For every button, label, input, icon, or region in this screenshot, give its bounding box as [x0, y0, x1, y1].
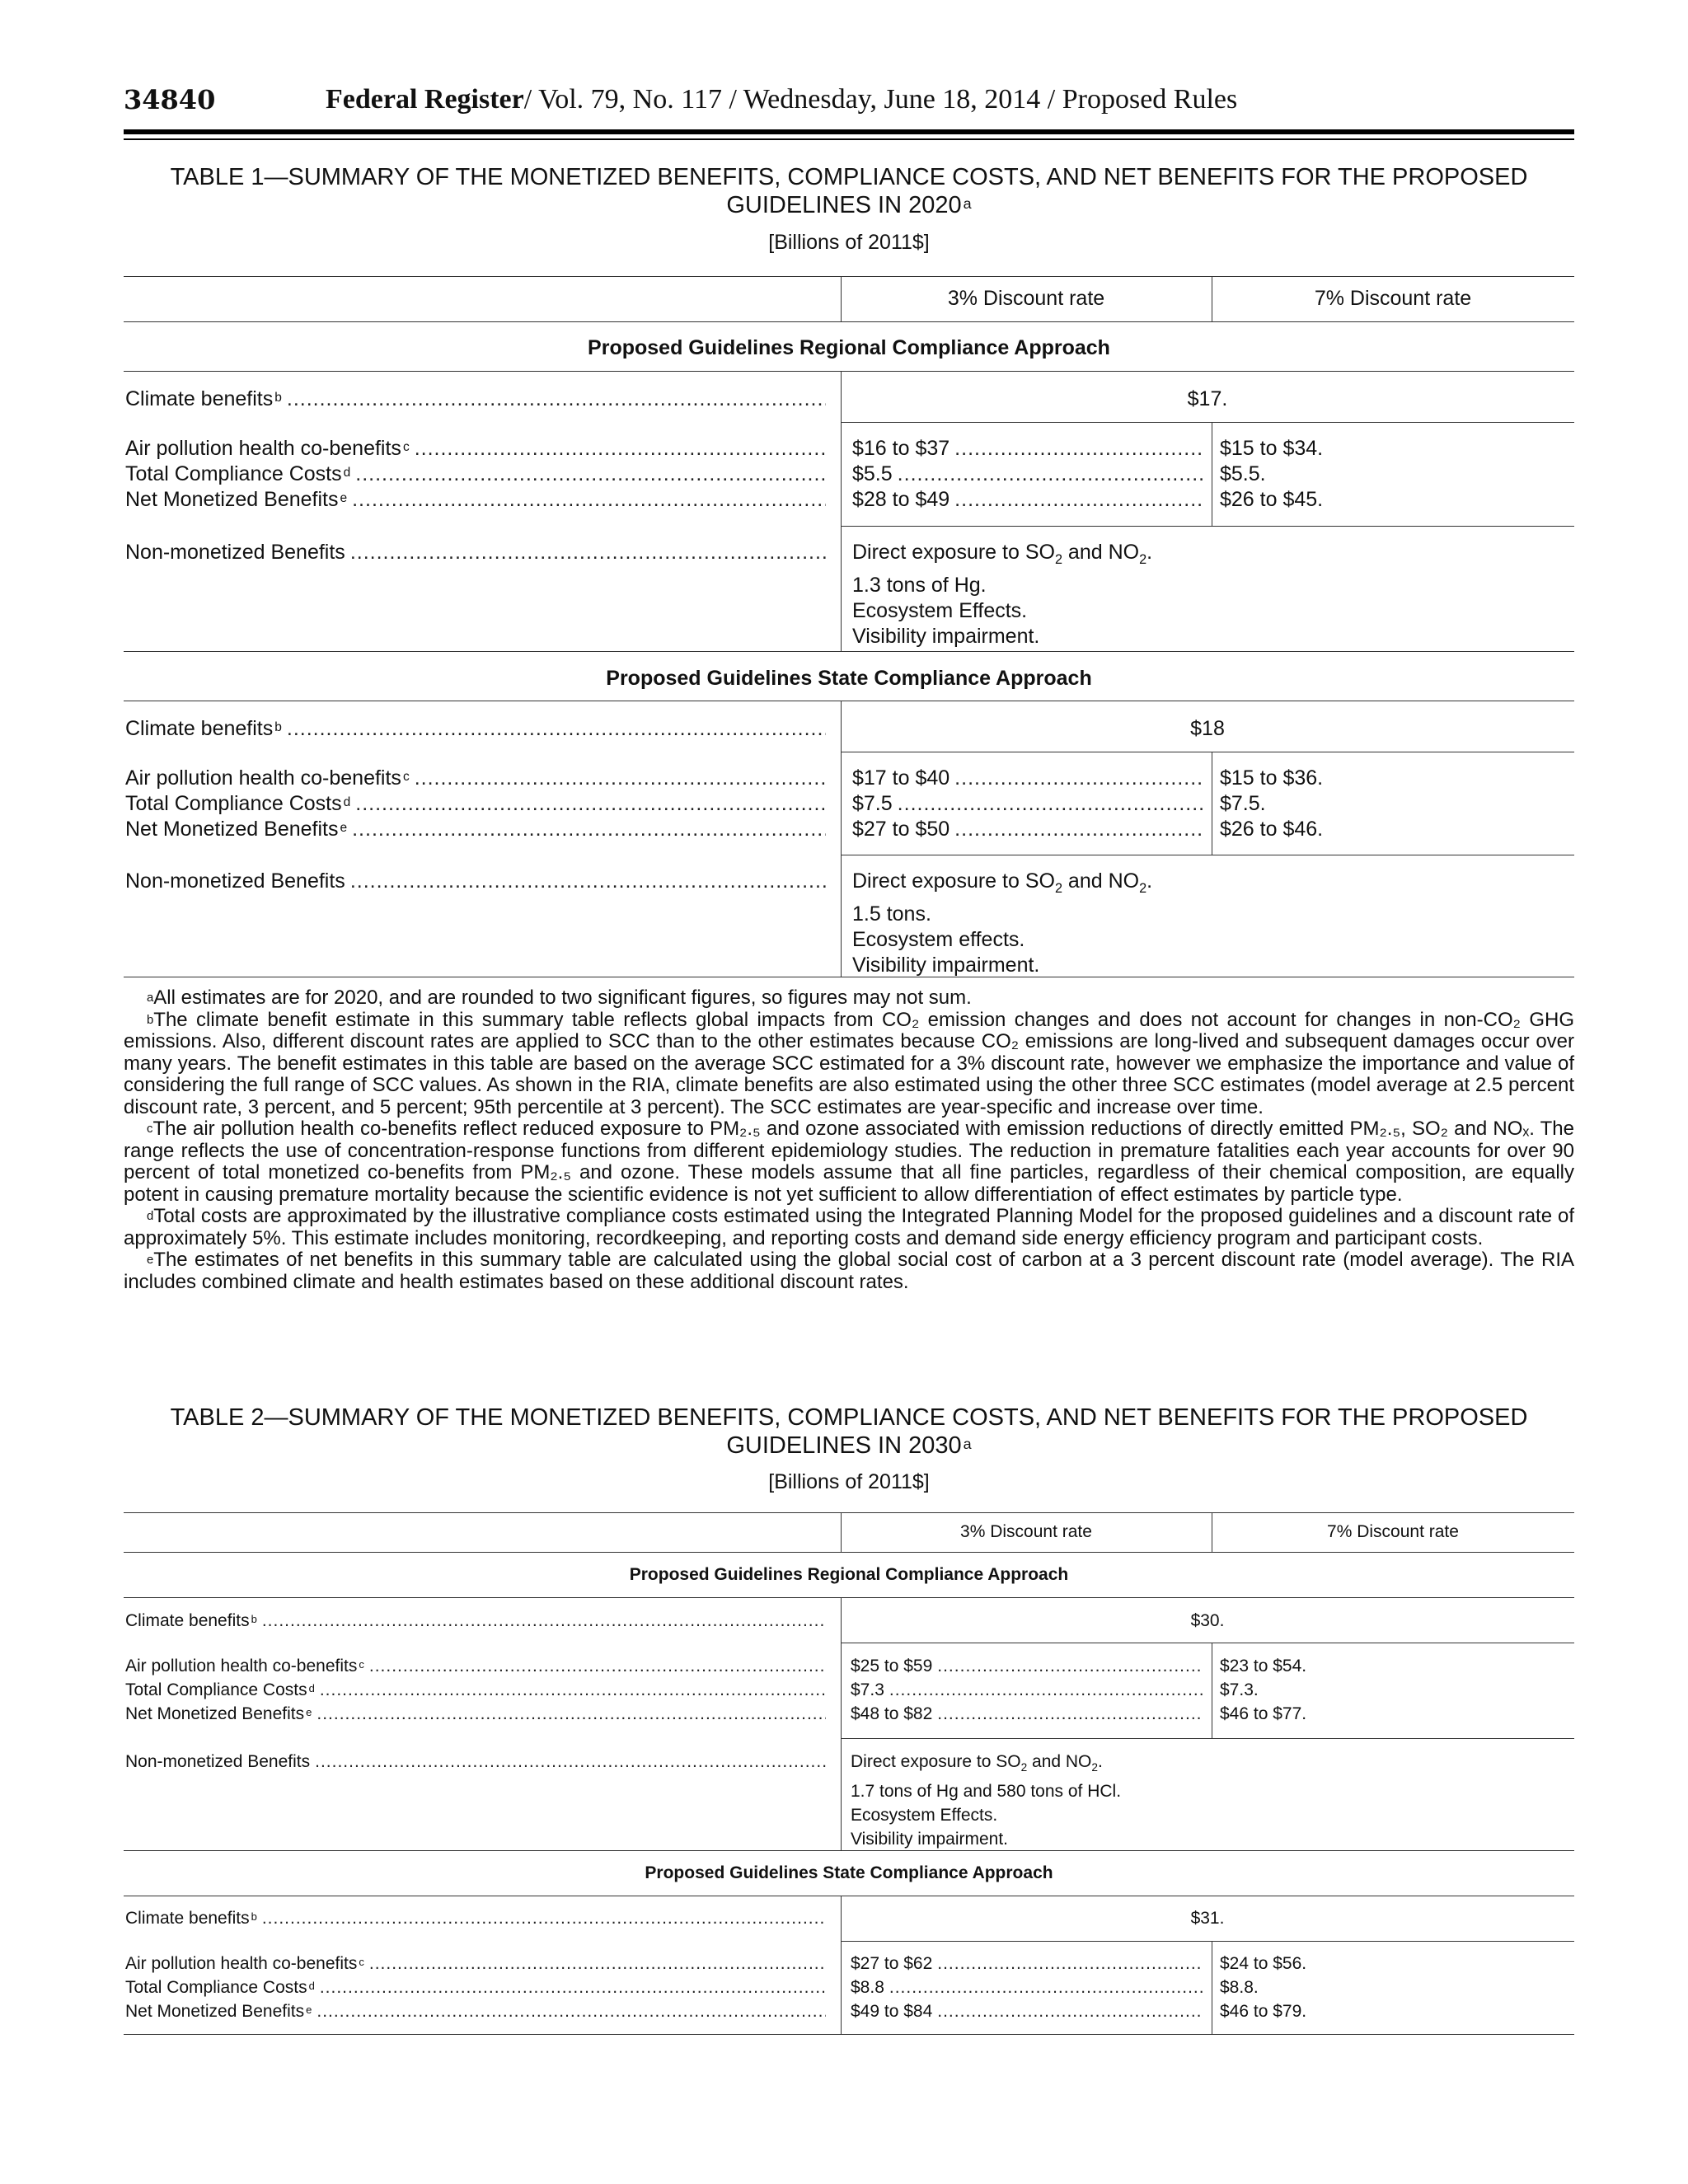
row-compliance-costs: Total Compliance Costs $^d$ ..... [125, 1975, 826, 1999]
column-header-3pct: 3% Discount rate [960, 1522, 1092, 1541]
row-non-monetized: Non-monetized Benefits ..... [125, 1750, 826, 1774]
row-compliance-costs: Total Compliance Costs $^d$ ..... [125, 462, 826, 487]
table-rule [124, 371, 1574, 372]
values-7pct: $23 to $54. $7.3. $46 to $77. [1220, 1657, 1307, 1723]
footnote-e: $^e$The estimates of net benefits in this summary table are calculated using the global social cost of carbon at a 3 percent discount rate (model average). The RIA includes combined climate and health estimates based on these additional discount rates. [124, 1249, 1574, 1293]
table1-unit: [Billions of 2011$] [768, 231, 930, 254]
values-3pct: $27 to $62 ..... $8.8 ..... $49 to $84 ..... [851, 1952, 1203, 2023]
table-rule [124, 1512, 1574, 1513]
page-header [124, 84, 1574, 120]
table-rule [841, 526, 1574, 527]
values-7pct: $15 to $34. $5.5. $26 to $45. [1220, 437, 1324, 511]
climate-benefits-value: $31. [1190, 1909, 1225, 1928]
table-rule [124, 1552, 1574, 1553]
row-net-benefits: Net Monetized Benefits $^e$ ..... [125, 817, 826, 842]
publication-name: Federal Register [326, 84, 524, 115]
table-rule [124, 2034, 1574, 2035]
table2-title [124, 1404, 1574, 1460]
page-number: 34840 [124, 84, 216, 115]
col-rule [841, 371, 842, 651]
row-labels [125, 436, 826, 513]
row-labels [125, 1654, 826, 1726]
table1-title [124, 163, 1574, 219]
row-net-benefits: Net Monetized Benefits $^e$ ..... [125, 1702, 826, 1726]
table-rule [124, 651, 1574, 652]
row-air-pollution: Air pollution health co-benefits $^c$ ..... [125, 1952, 826, 1975]
table-rule [124, 1597, 1574, 1598]
header-rule-thin [124, 138, 1574, 140]
footnote-a: $^a$All estimates are for 2020, and are rounded to two significant figures, so figures may not sum. [147, 987, 972, 1009]
row-net-benefits: Net Monetized Benefits $^e$ ..... [125, 1999, 826, 2023]
values-3pct: $25 to $59 ..... $7.3 ..... $48 to $82 ..... [851, 1654, 1203, 1726]
non-monetized-list: Direct exposure to $SO_2$ and $NO_2$. 1.5 tons. Ecosystem effects. Visibility impairment. [852, 869, 1153, 977]
table-rule [841, 1941, 1574, 1942]
row-climate-benefits: Climate benefits $^b$ ..... [125, 1906, 826, 1930]
row-air-pollution: Air pollution health co-benefits $^c$ ..... [125, 1654, 826, 1678]
section-heading-regional: Proposed Guidelines Regional Compliance Approach [588, 336, 1110, 359]
column-header-3pct: 3% Discount rate [947, 287, 1105, 310]
climate-benefits-value: $30. [1190, 1611, 1225, 1630]
col-rule [841, 701, 842, 977]
non-monetized-list: Direct exposure to $SO_2$ and $NO_2$. 1.3 tons of Hg. Ecosystem Effects. Visibility impairment. [852, 541, 1153, 648]
section-heading-state: Proposed Guidelines State Compliance Approach [606, 667, 1092, 690]
table2-title-line1: TABLE 2—SUMMARY OF THE MONETIZED BENEFITS, COMPLIANCE COSTS, AND NET BENEFITS FOR THE PROPOSED [170, 1404, 1528, 1431]
values-7pct: $15 to $36. $7.5. $26 to $46. [1220, 766, 1324, 841]
table2-unit: [Billions of 2011$] [768, 1470, 930, 1493]
table-rule [124, 276, 1574, 277]
climate-benefits-value: $17. [1187, 387, 1228, 410]
row-climate-benefits: Climate benefits $^b$ ..... [125, 387, 826, 412]
table1-footnotes [124, 987, 1574, 1293]
issue-info: / Vol. 79, No. 117 / Wednesday, June 18, 2014 / Proposed Rules [523, 84, 1238, 115]
row-climate-benefits: Climate benefits $^b$ ..... [125, 716, 826, 742]
table-rule [841, 1738, 1574, 1739]
table2-title-line2: GUIDELINES IN 2030 $^a$ [726, 1432, 972, 1459]
non-monetized-list: Direct exposure to $SO_2$ and $NO_2$. 1.7 tons of Hg and 580 tons of HCl. Ecosystem Effects. Visibility impairment. [851, 1752, 1122, 1849]
row-climate-benefits: Climate benefits $^b$ ..... [125, 1609, 826, 1633]
row-labels [125, 766, 826, 842]
row-compliance-costs: Total Compliance Costs $^d$ ..... [125, 1678, 826, 1702]
column-header-7pct: 7% Discount rate [1327, 1522, 1459, 1541]
col-rule [841, 1597, 842, 1850]
footnote-c: $^c$The air pollution health co-benefits reflect reduced exposure to PM₂.₅ and ozone associated with emission reductions of directly emitted PM₂.₅, SO₂ and NOₓ. The range reflects the use of concentration-response functions from different epidemiology studies. The reduction in premature fatalities each year accounts for over 90 percent of total monetized co-benefits from PM₂.₅ and ozone. These models assume that all fine particles, regardless of their chemical composition, are equally potent in causing premature mortality because the scientific evidence is not yet sufficient to allow differentiation of effect estimates by particle type. [124, 1118, 1574, 1206]
row-air-pollution: Air pollution health co-benefits $^c$ ..... [125, 436, 826, 462]
climate-benefits-value: $18 [1190, 717, 1225, 740]
section-heading-regional: Proposed Guidelines Regional Compliance Approach [629, 1565, 1069, 1584]
row-air-pollution: Air pollution health co-benefits $^c$ ..... [125, 766, 826, 791]
values-7pct: $24 to $56. $8.8. $46 to $79. [1220, 1954, 1307, 2021]
running-header [326, 84, 1237, 115]
row-non-monetized: Non-monetized Benefits ..... [125, 869, 826, 894]
section-heading-state: Proposed Guidelines State Compliance Approach [645, 1863, 1053, 1882]
table1-title-line2: GUIDELINES IN 2020 $^a$ [726, 192, 972, 218]
table1-title-line1: TABLE 1—SUMMARY OF THE MONETIZED BENEFITS, COMPLIANCE COSTS, AND NET BENEFITS FOR THE PROPOSED [170, 164, 1528, 190]
footnote-d: $^d$Total costs are approximated by the illustrative compliance costs estimated using the Integrated Planning Model for the proposed guidelines and a discount rate of approximately 5%. This estimate includes monitoring, recordkeeping, and reporting costs and demand side energy efficiency program and participant costs. [124, 1205, 1574, 1249]
row-non-monetized: Non-monetized Benefits ..... [125, 540, 826, 565]
footnote-b: $^b$The climate benefit estimate in this summary table reflects global impacts from CO₂ emission changes and does not account for changes in non-CO₂ GHG emissions. Also, different discount rates are applied to SCC than to the other estimates because CO₂ emissions are long-lived and subsequent damages occur over many years. The benefit estimates in this table are based on the average SCC estimated for a 3% discount rate, however we emphasize the importance and value of considering the full range of SCC values. As shown in the RIA, climate benefits are also estimated using the other three SCC estimates (model average at 2.5 percent discount rate, 3 percent, and 5 percent; 95th percentile at 3 percent). The SCC estimates are year-specific and increase over time. [124, 1008, 1574, 1118]
column-header-7pct: 7% Discount rate [1314, 287, 1472, 310]
row-net-benefits: Net Monetized Benefits $^e$ ..... [125, 487, 826, 513]
values-3pct: $17 to $40 ..... $7.5 ..... $27 to $50 ..... [852, 766, 1203, 842]
header-rule [124, 129, 1574, 134]
table-rule [124, 321, 1574, 322]
values-3pct: $16 to $37 ..... $5.5 ..... $28 to $49 ..... [852, 436, 1203, 513]
row-labels [125, 1952, 826, 2023]
row-compliance-costs: Total Compliance Costs $^d$ ..... [125, 791, 826, 817]
table-rule [841, 422, 1574, 423]
